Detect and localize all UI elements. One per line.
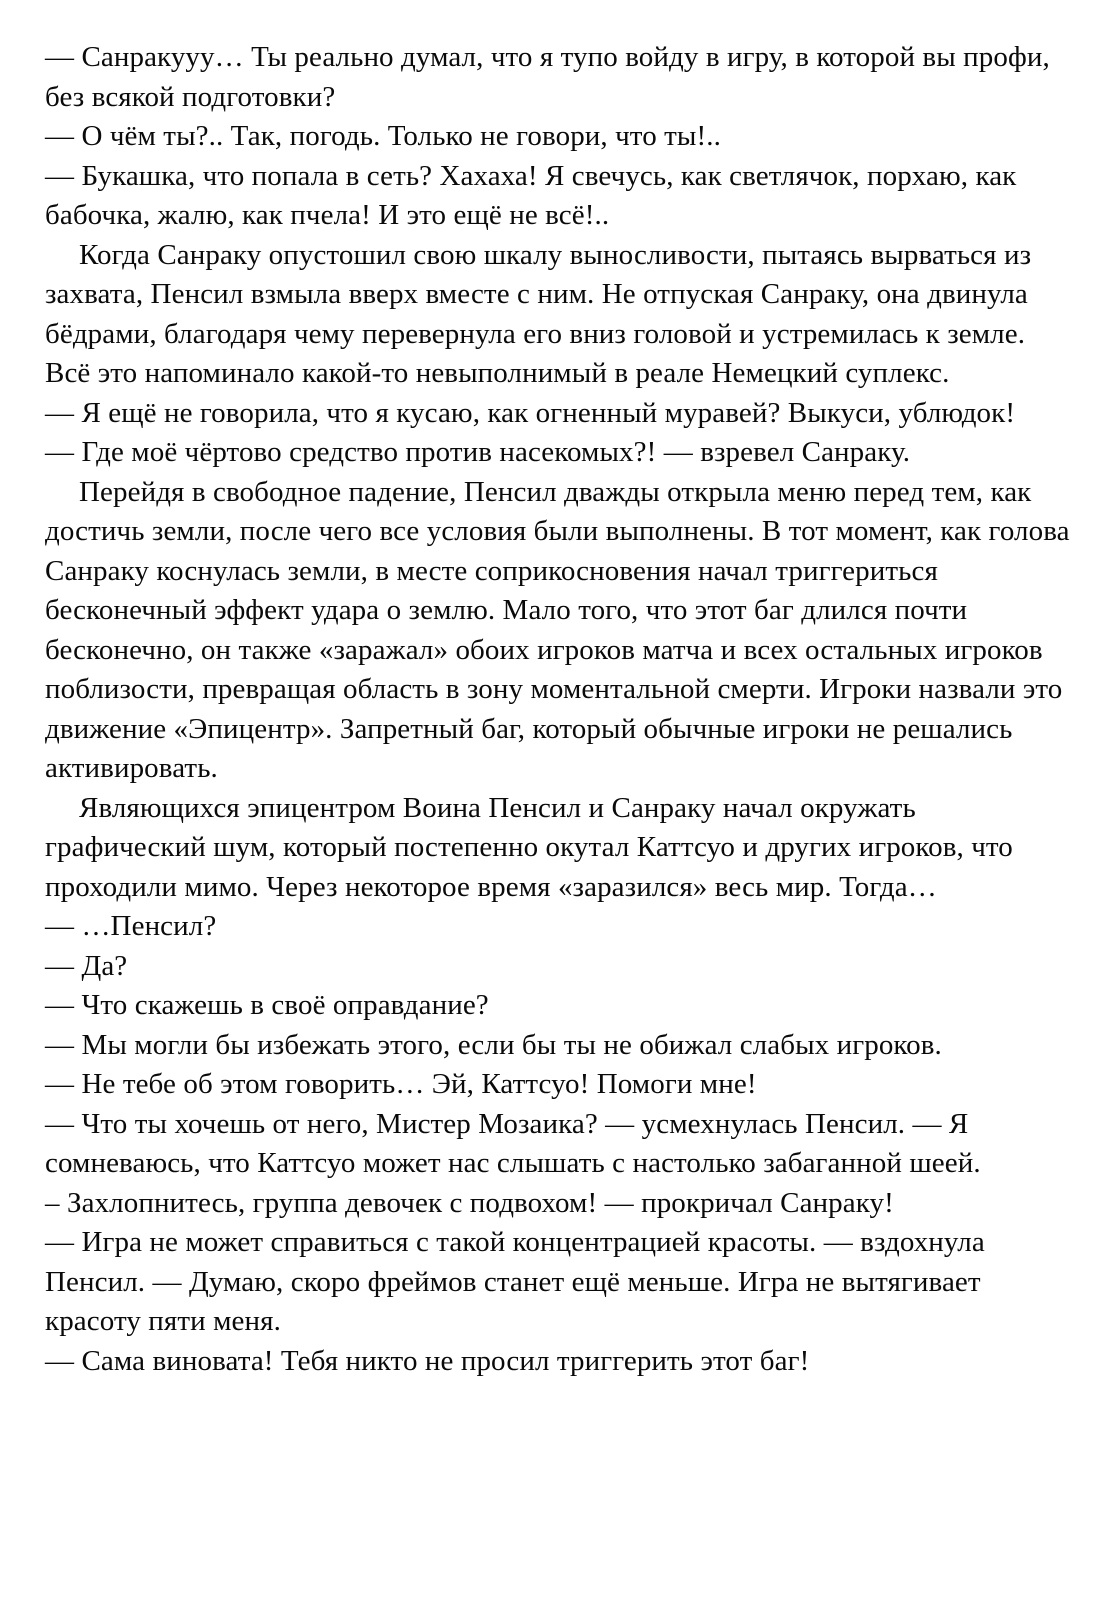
dialogue-paragraph: — Санракууу… Ты реально думал, что я тупо войду в игру, в которой вы профи, без всякой подготовки? bbox=[45, 41, 1050, 113]
narrative-paragraph: Являющихся эпицентром Воина Пенсил и Санраку начал окружать графический шум, который постепенно окутал Каттсуо и других игроков, что проходили мимо. Через некоторое время «заразился» весь мир. Тогда… bbox=[45, 791, 1013, 903]
dialogue-paragraph: — Сама виновата! Тебя никто не просил триггерить этот баг! bbox=[45, 1344, 810, 1377]
dialogue-paragraph: — Игра не может справиться с такой концентрацией красоты. — вздохнула Пенсил. — Думаю, скоро фреймов станет ещё меньше. Игра не вытягивает красоту пяти меня. bbox=[45, 1226, 985, 1337]
narrative-paragraph: Когда Санраку опустошил свою шкалу выносливости, пытаясь вырваться из захвата, Пенсил взмыла вверх вместе с ним. Не отпуская Санраку, она двинула бёдрами, благодаря чему перевернула его вниз головой и устремилась к земле. Всё это напоминало какой-то невыполнимый в реале Немецкий суплекс. bbox=[45, 238, 1032, 389]
dialogue-paragraph: — Букашка, что попала в сеть? Хахаха! Я свечусь, как светлячок, порхаю, как бабочка, жалю, как пчела! И это ещё не всё!.. bbox=[45, 159, 1017, 231]
dialogue-paragraph: — …Пенсил? bbox=[45, 910, 217, 942]
dialogue-paragraph: — Не тебе об этом говорить… Эй, Каттсуо! Помоги мне! bbox=[45, 1068, 757, 1100]
dialogue-paragraph: — Я ещё не говорила, что я кусаю, как огненный муравей? Выкуси, ублюдок! bbox=[45, 396, 1016, 429]
dialogue-paragraph: — Мы могли бы избежать этого, если бы ты не обижал слабых игроков. bbox=[45, 1028, 942, 1061]
narrative-paragraph: Перейдя в свободное падение, Пенсил дважды открыла меню перед тем, как достичь земли, после чего все условия были выполнены. В тот момент, как голова Санраку коснулась земли, в месте соприкосновения начал триггериться бесконечный эффект удара о землю. Мало того, что этот баг длился почти бесконечно, он также «заражал» обоих игроков матча и всех остальных игроков поблизости, превращая область в зону моментальной смерти. Игроки назвали это движение «Эпицентр». Запретный баг, который обычные игроки не решались активировать. bbox=[45, 475, 1070, 784]
dialogue-paragraph: — Где моё чёртово средство против насекомых?! — взревел Санраку. bbox=[45, 436, 911, 468]
dialogue-paragraph: — Да? bbox=[45, 949, 128, 982]
page-text bbox=[45, 38, 1070, 1381]
dialogue-paragraph: — О чём ты?.. Так, погодь. Только не говори, что ты!.. bbox=[45, 120, 721, 152]
dialogue-paragraph: — Что ты хочешь от него, Мистер Мозаика? — усмехнулась Пенсил. — Я сомневаюсь, что Каттсуо может нас слышать с настолько забаганной шеей. bbox=[45, 1107, 981, 1179]
dialogue-paragraph: – Захлопнитесь, группа девочек с подвохом! — прокричал Санраку! bbox=[45, 1186, 894, 1219]
dialogue-paragraph: — Что скажешь в своё оправдание? bbox=[45, 989, 489, 1021]
